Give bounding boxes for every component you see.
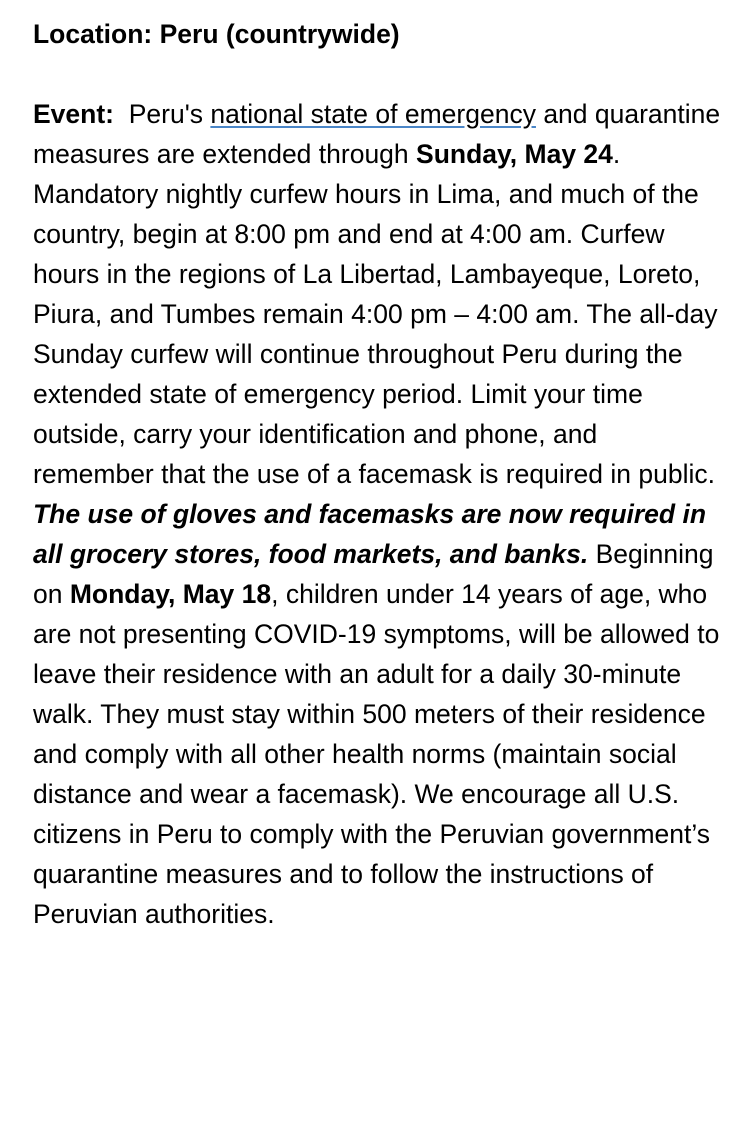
location-line xyxy=(33,14,723,54)
event-text-1: Peru's xyxy=(128,99,211,129)
gloves-facemasks-notice: The use of gloves and facemasks are now required in all grocery stores, food markets, and banks. xyxy=(33,499,707,569)
end-date: Sunday, May 24 xyxy=(416,139,613,169)
location-label: Location: xyxy=(33,19,153,49)
event-label: Event: xyxy=(33,99,114,129)
event-text-4: Beginning on xyxy=(33,539,714,609)
location-value: Peru (countrywide) xyxy=(159,19,400,49)
state-of-emergency-link[interactable]: national state of emergency xyxy=(210,99,536,129)
start-date: Monday, May 18 xyxy=(69,579,272,609)
event-text-2: and quarantine measures are extended through xyxy=(33,99,721,169)
event-text-5: , children under 14 years of age, who are not presenting COVID-19 symptoms, will be allowed to leave their residence with an adult for a daily 30-minute walk. They must stay within 500 meters of their residence and comply with all other health norms (maintain social distance and wear a facemask). We encourage all U.S. citizens in Peru to comply with the Peruvian government’s quarantine measures and to follow the instructions of Peruvian authorities. xyxy=(33,579,720,929)
alert-document xyxy=(33,14,723,934)
event-text-3: . Mandatory nightly curfew hours in Lima, and much of the country, begin at 8:00 pm and end at 4:00 am. Curfew hours in the regions of La Libertad, Lambayeque, Loreto, Piura, and Tumbes remain 4:00 pm – 4:00 am. The all-day Sunday curfew will continue throughout Peru during the extended state of emergency period. Limit your time outside, carry your identification and phone, and remember that the use of a facemask is required in public. xyxy=(33,139,718,489)
event-paragraph xyxy=(33,94,723,934)
